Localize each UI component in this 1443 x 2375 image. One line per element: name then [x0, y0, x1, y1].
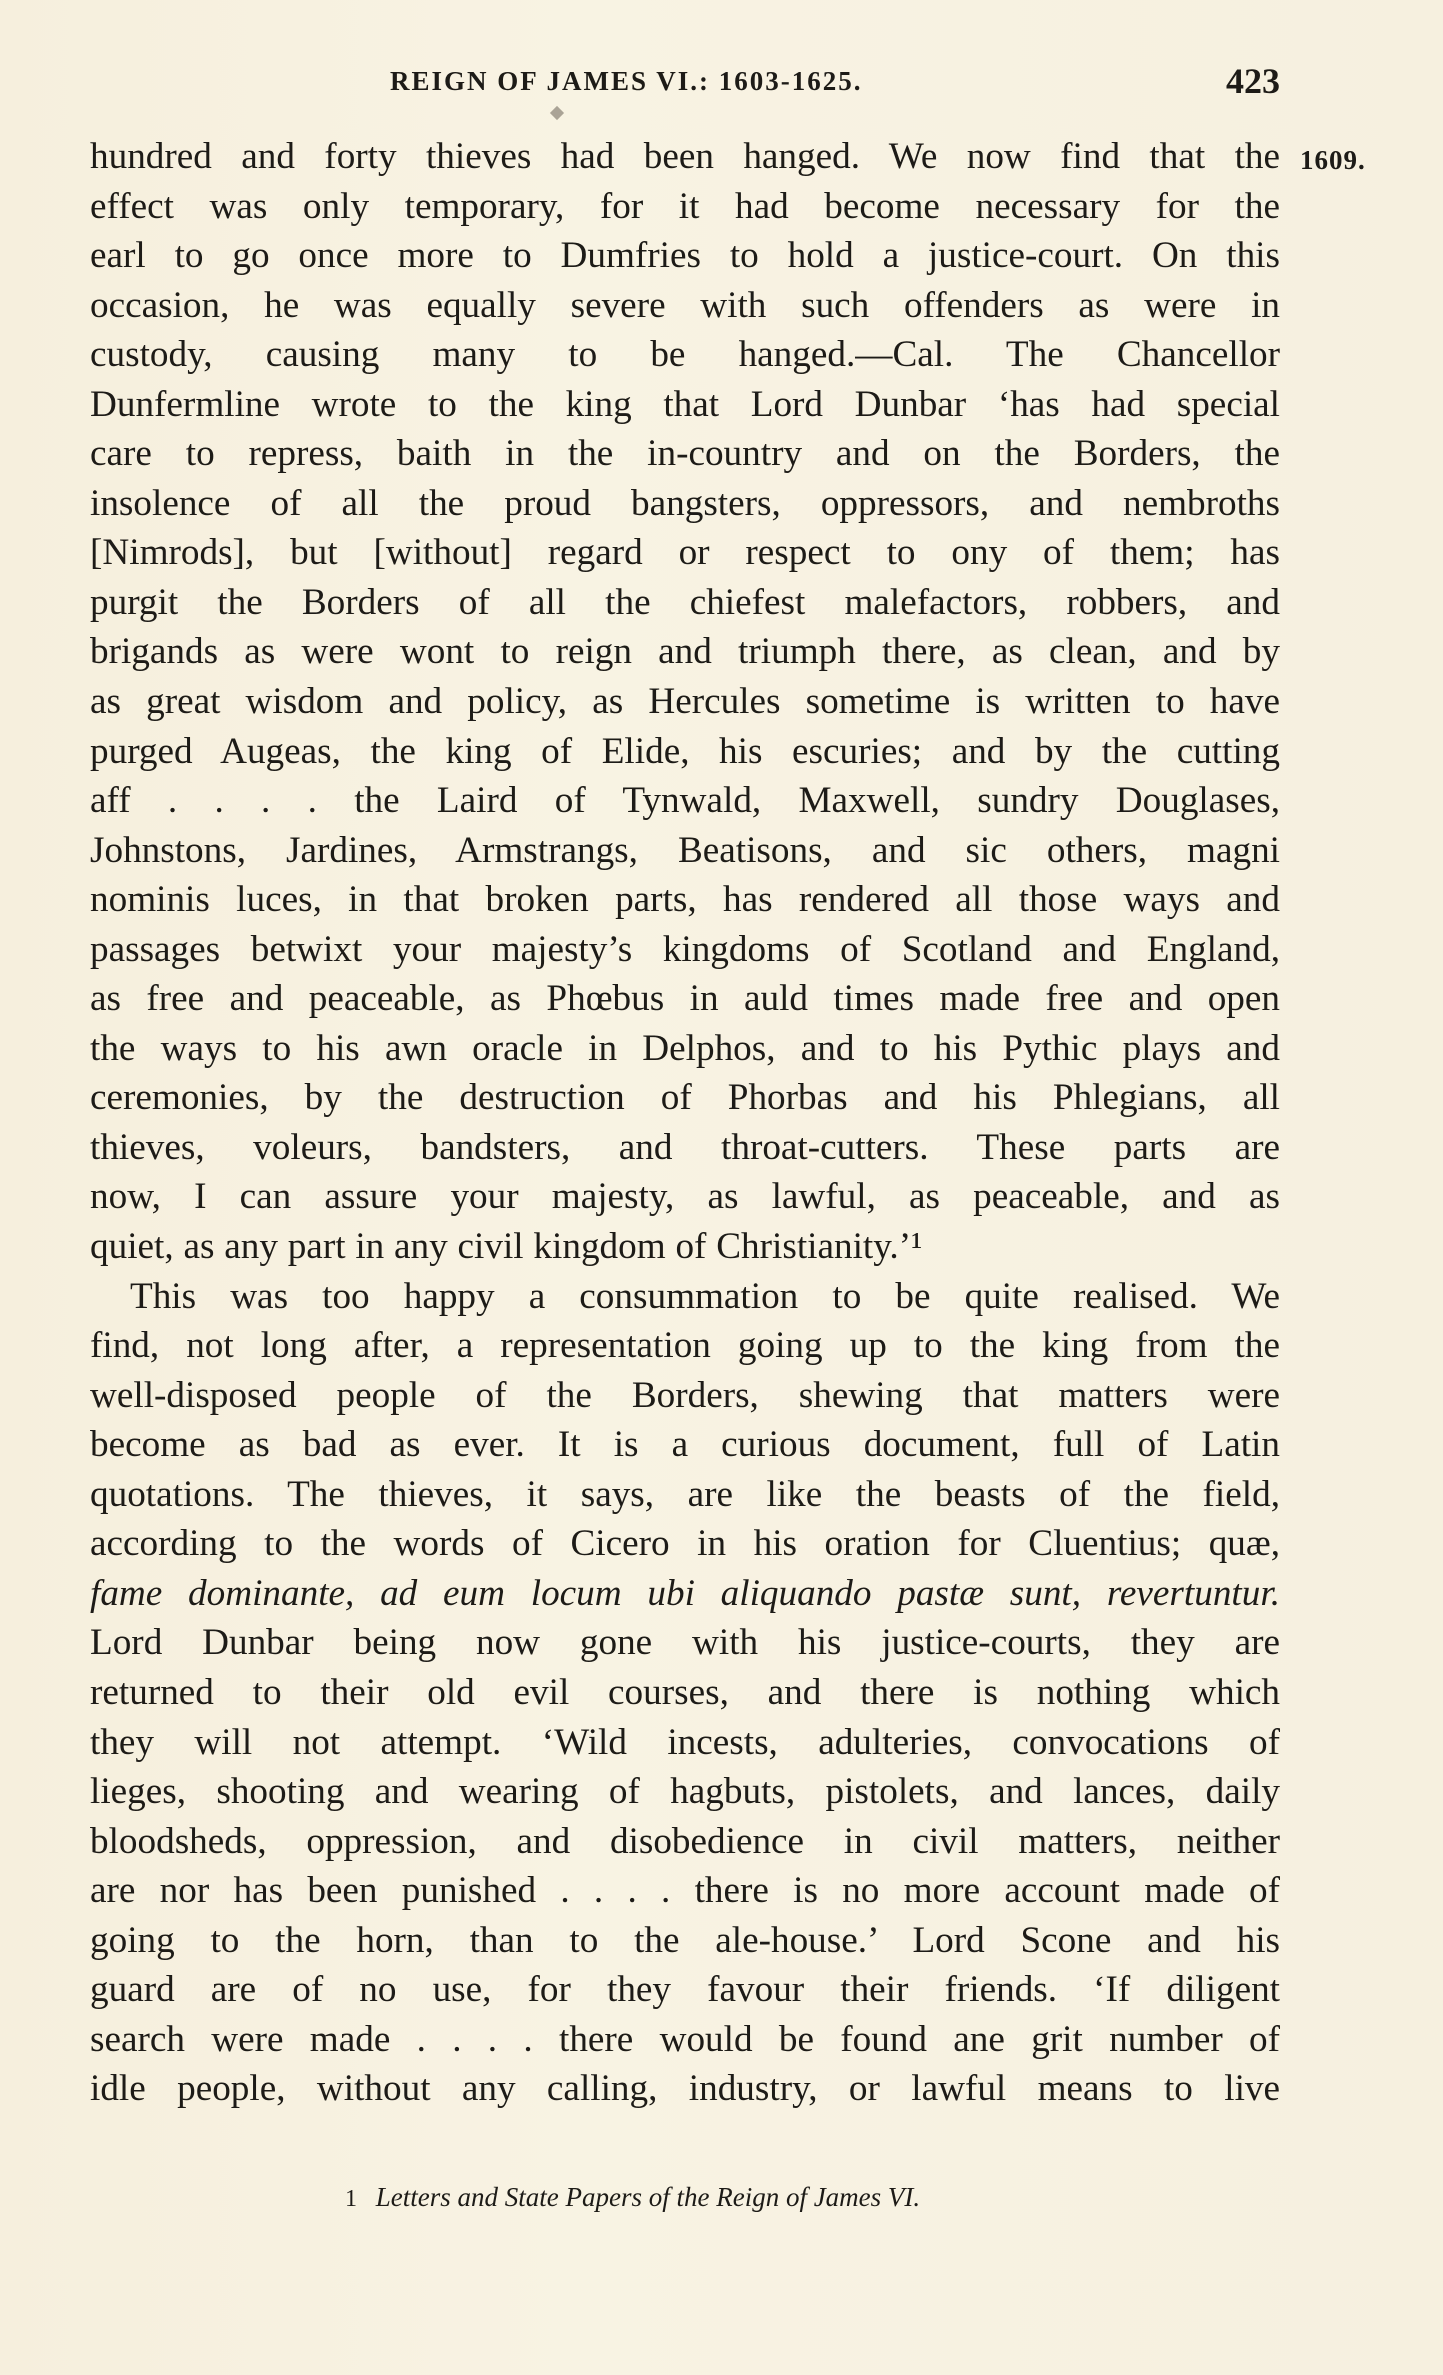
running-title: REIGN OF JAMES VI.: 1603-1625. [390, 66, 863, 96]
text-line: brigands as were wont to reign and triumph there, as clean, and by [90, 631, 1280, 673]
text-line: This was too happy a consummation to be quite realised. We [130, 1275, 1280, 1317]
text-line: effect was only temporary, for it had become necessary for the [90, 185, 1280, 227]
text-line: passages betwixt your majesty’s kingdoms of Scotland and England, [90, 928, 1280, 970]
text-line: [Nimrods], but [without] regard or respect to ony of them; has [90, 532, 1280, 574]
text-line: as great wisdom and policy, as Hercules sometime is written to have [90, 681, 1280, 723]
text-line: earl to go once more to Dumfries to hold a justice-court. On this [90, 235, 1280, 277]
text-line: as free and peaceable, as Phœbus in auld times made free and open [90, 978, 1280, 1020]
text-line: quiet, as any part in any civil kingdom of Christianity.’¹ [90, 1226, 923, 1268]
text-line: nominis luces, in that broken parts, has rendered all those ways and [90, 879, 1280, 921]
text-line: hundred and forty thieves had been hanged. We now find that the [90, 136, 1280, 177]
text-line: Dunfermline wrote to the king that Lord Dunbar ‘has had special [90, 383, 1280, 425]
text-line: lieges, shooting and wearing of hagbuts, pistolets, and lances, daily [90, 1771, 1280, 1813]
footnote-number: 1 [345, 2186, 357, 2212]
running-header [90, 62, 1280, 112]
text-line: according to the words of Cicero in his oration for Cluentius; quæ, [90, 1523, 1280, 1565]
page-number: 423 [1226, 61, 1280, 101]
paragraph-1 [90, 132, 1280, 1272]
text-line: purgit the Borders of all the chiefest malefactors, robbers, and [90, 581, 1280, 623]
text-line: are nor has been punished . . . . there is no more account made of [90, 1870, 1280, 1912]
text-line: Johnstons, Jardines, Armstrangs, Beatisons, and sic others, magni [90, 829, 1280, 871]
text-line: find, not long after, a representation going up to the king from the [90, 1325, 1280, 1367]
text-line: Lord Dunbar being now gone with his justice-courts, they are [90, 1622, 1280, 1664]
text-line: become as bad as ever. It is a curious document, full of Latin [90, 1424, 1280, 1466]
text-line: returned to their old evil courses, and there is nothing which [90, 1671, 1280, 1713]
text-line: custody, causing many to be hanged.—Cal. The Chancellor [90, 334, 1280, 376]
text-line: they will not attempt. ‘Wild incests, adulteries, convocations of [90, 1721, 1280, 1763]
text-line: fame dominante, ad eum locum ubi aliquando pastæ sunt, revertuntur. [90, 1572, 1280, 1614]
text-line: bloodsheds, oppression, and disobedience in civil matters, neither [90, 1820, 1280, 1862]
text-line: occasion, he was equally severe with such offenders as were in [90, 284, 1280, 326]
margin-year-note: 1609. [1300, 145, 1366, 175]
text-line: the ways to his awn oracle in Delphos, and to his Pythic plays and [90, 1027, 1280, 1069]
paragraph-2 [90, 1272, 1280, 2114]
text-line: thieves, voleurs, bandsters, and throat-cutters. These parts are [90, 1126, 1280, 1168]
text-line: purged Augeas, the king of Elide, his escuries; and by the cutting [90, 730, 1280, 772]
text-line: quotations. The thieves, it says, are like the beasts of the field, [90, 1473, 1280, 1515]
footnote-text: Letters and State Papers of the Reign of James VI. [375, 2182, 921, 2212]
text-line: aff . . . . the Laird of Tynwald, Maxwell, sundry Douglases, [90, 780, 1280, 822]
text-line: care to repress, baith in the in-country and on the Borders, the [90, 433, 1280, 475]
footnote [345, 2182, 920, 2213]
text-line: now, I can assure your majesty, as lawful, as peaceable, and as [90, 1176, 1280, 1218]
text-line: well-disposed people of the Borders, shewing that matters were [90, 1374, 1280, 1416]
text-line: ceremonies, by the destruction of Phorbas and his Phlegians, all [90, 1077, 1280, 1119]
text-line: search were made . . . . there would be found ane grit number of [90, 2018, 1280, 2060]
text-line: going to the horn, than to the ale-house.’ Lord Scone and his [90, 1919, 1280, 1961]
text-line: insolence of all the proud bangsters, oppressors, and nembroths [90, 482, 1280, 524]
text-line: idle people, without any calling, industry, or lawful means to live [90, 2068, 1280, 2110]
text-line: guard are of no use, for they favour their friends. ‘If diligent [90, 1969, 1280, 2011]
body-text [90, 132, 1280, 2114]
